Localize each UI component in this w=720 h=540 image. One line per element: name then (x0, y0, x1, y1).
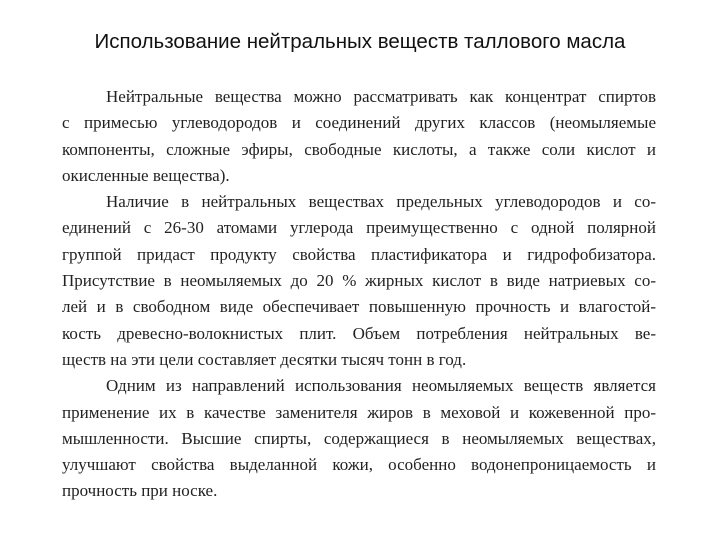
text-line: Присутствие в неомыляемых до 20 % жирных кислот в виде натриевых со- (62, 271, 656, 291)
paragraph-3 (62, 373, 656, 504)
text-line: лей и в свободном виде обеспечивает повышенную прочность и влагостой- (62, 297, 656, 317)
text-line: группой придаст продукту свойства пластификатора и гидрофобизатора. (62, 244, 656, 264)
slide-title: Использование нейтральных веществ таллового масла (94, 30, 626, 53)
text-line: компоненты, сложные эфиры, свободные кислоты, а также соли кислот и (62, 139, 656, 159)
scanned-text-block (62, 84, 656, 505)
paragraph-2 (62, 189, 656, 373)
text-line: Одним из направлений использования неомыляемых веществ является (106, 376, 656, 396)
text-line: с примесью углеводородов и соединений других классов (неомыляемые (62, 113, 656, 133)
text-line: окисленные вещества). (62, 165, 230, 185)
paragraph-1 (62, 84, 656, 189)
text-line: ществ на эти цели составляет десятки тысяч тонн в год. (62, 349, 467, 369)
text-line: единений с 26-30 атомами углерода преимущественно с одной полярной (62, 218, 656, 238)
text-line: улучшают свойства выделанной кожи, особенно водонепроницаемость и (62, 455, 656, 475)
text-line: применение их в качестве заменителя жиров в меховой и кожевенной про- (62, 402, 656, 422)
text-line: прочность при носке. (62, 481, 218, 501)
text-line: Нейтральные вещества можно рассматривать как концентрат спиртов (106, 87, 656, 106)
text-line: Наличие в нейтральных веществах предельных углеводородов и со- (106, 192, 656, 212)
text-line: мышленности. Высшие спирты, содержащиеся в неомыляемых веществах, (62, 428, 656, 448)
text-line: кость древесно-волокнистых плит. Объем потребления нейтральных ве- (62, 323, 656, 343)
